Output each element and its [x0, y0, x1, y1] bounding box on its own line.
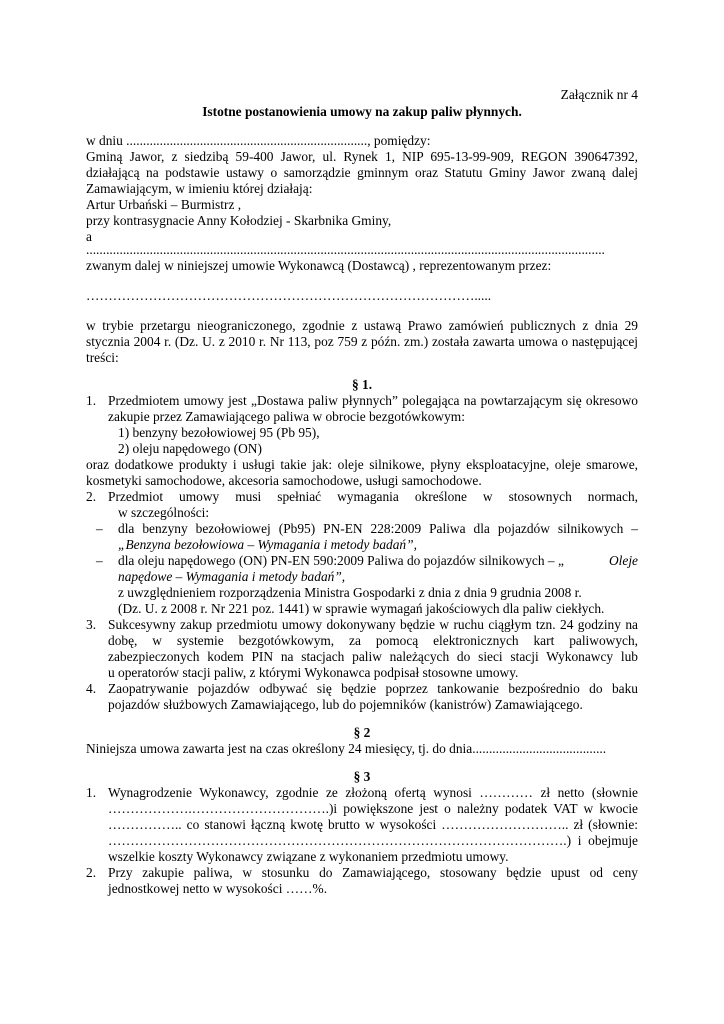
- s1-extra-text: oraz dodatkowe produkty i usługi takie jak: oleje silnikowe, płyny eksploatacyjne, oleje smarowe,: [86, 457, 638, 472]
- dash-bullet: –: [96, 553, 103, 568]
- section-1-heading: § 1.: [351, 377, 373, 392]
- s1-subpoint-2: 2) oleju napędowego (ON): [118, 441, 262, 456]
- point-number: 1.: [86, 785, 97, 800]
- s1-norm-1: dla benzyny bezołowiowej (Pb95) PN-EN 228:2009 Paliwa dla pojazdów silnikowych –: [118, 521, 638, 536]
- s1-norm-2-italic: Oleje: [609, 553, 638, 568]
- s3-point-2-text: jednostkowej netto w wysokości ……%.: [108, 881, 328, 896]
- procedure-line: w trybie przetargu nieograniczonego, zgodnie z ustawą Prawo zamówień publicznych z dnia 29: [86, 318, 638, 333]
- document-title: Istotne postanowienia umowy na zakup paliw płynnych.: [202, 104, 522, 119]
- dash-bullet: –: [96, 521, 103, 536]
- point-number: 1.: [86, 393, 97, 408]
- s1-norm-2: [118, 553, 638, 569]
- s1-point-3-text: zabezpieczonych kodem PIN na stacjach paliw należących do sieci stacji Wykonawcy lub: [108, 649, 638, 664]
- section-2-heading: § 2: [353, 725, 371, 740]
- intro-party-line: Gminą Jawor, z siedzibą 59-400 Jawor, ul. Rynek 1, NIP 695-13-99-909, REGON 390647392,: [86, 149, 638, 164]
- intro-and: a: [86, 229, 92, 244]
- s2-text: Niniejsza umowa zawarta jest na czas określony 24 miesięcy, tj. do dnia........................................: [86, 741, 607, 756]
- s1-subpoint-1: 1) benzyny bezołowiowej 95 (Pb 95),: [118, 425, 320, 440]
- point-number: 3.: [86, 617, 97, 632]
- s1-point-3-text: Sukcesywny zakup przedmiotu umowy dokonywany będzie w ruchu ciągłym tzn. 24 godziny na: [108, 617, 638, 632]
- procedure-line: stycznia 2004 r. (Dz. U. z 2010 r. Nr 113, poz 759 z późn. zm.) została zawarta umowa o następującej: [86, 334, 638, 349]
- s1-norm-2-text: (Dz. U. z 2008 r. Nr 221 poz. 1441) w sprawie wymagań jakościowych dla paliw ciekłych.: [118, 601, 605, 616]
- intro-party-line: działającą na podstawie ustawy o samorządzie gminnym oraz Statutu Gminy Jawor zwaną dalej: [86, 165, 638, 180]
- s1-norm-2-text: dla oleju napędowego (ON) PN-EN 590:2009 Paliwa do pojazdów silnikowych – „: [118, 553, 564, 568]
- contractor-dots: ...........................................................................................................................................................: [86, 242, 605, 257]
- intro-date-line: w dniu ........................................................................, pomiędzy:: [86, 133, 431, 148]
- s3-point-1-text: Wynagrodzenie Wykonawcy, zgodnie ze złożoną ofertą wynosi ………… zł netto (słownie: [108, 785, 638, 800]
- s1-norm-1-italic: „Benzyna bezołowiowa – Wymagania i metody badań”,: [118, 537, 417, 552]
- intro-signatory: Artur Urbański – Burmistrz ,: [86, 197, 242, 212]
- s3-point-1-text: ……………….………………………….)i powiększone jest o należny podatek VAT w kwocie: [108, 801, 638, 816]
- point-number: 2.: [86, 865, 97, 880]
- point-number: 2.: [86, 489, 97, 504]
- intro-signatory: przy kontrasygnacie Anny Kołodziej - Skarbnika Gminy,: [86, 213, 392, 228]
- s1-norm-1: [118, 537, 417, 553]
- s1-point-2-text: w szczególności:: [118, 505, 210, 520]
- s3-point-1-text: wszelkie koszty Wykonawcy związane z wykonaniem przedmiotu umowy.: [108, 849, 509, 864]
- s1-point-4-text: pojazdów służbowych Zamawiającego, lub do pojemników (kanistrów) Zamawiającego.: [108, 697, 583, 712]
- s1-point-3-text: u operatorów stacji paliw, z którymi Wykonawca podpisał stosowne umowy.: [108, 665, 519, 680]
- procedure-line: treści:: [86, 350, 119, 365]
- section-3-heading: § 3: [353, 769, 371, 784]
- point-number: 4.: [86, 681, 97, 696]
- s1-point-3-text: dobę, w systemie bezgotówkowym, za pomocą elektronicznych kart paliwowych,: [108, 633, 638, 648]
- s1-norm-2-italic: napędowe – Wymagania i metody badań”,: [118, 569, 346, 584]
- s3-point-1-text: ………………………………………………………………………………………….) i obejmuje: [108, 833, 638, 848]
- s3-point-2-text: Przy zakupie paliwa, w stosunku do Zamawiającego, stosowany będzie upust od ceny: [108, 865, 638, 880]
- representative-dots: …………………………………………………………………………….....: [86, 288, 492, 303]
- s1-point-1-text: Przedmiotem umowy jest „Dostawa paliw płynnych” polegająca na powtarzającym się okresowo: [108, 393, 638, 408]
- s1-point-2-text: Przedmiot umowy musi spełniać wymagania określone w stosownych normach,: [108, 489, 638, 504]
- s1-point-4-text: Zaopatrywanie pojazdów odbywać się będzie poprzez tankowanie bezpośrednio do baku: [108, 681, 638, 696]
- contractor-line: zwanym dalej w niniejszej umowie Wykonawcą (Dostawcą) , reprezentowanym przez:: [86, 258, 552, 273]
- attachment-label: Załącznik nr 4: [560, 87, 638, 102]
- intro-party-line: Zamawiającym, w imieniu której działają:: [86, 181, 313, 196]
- s3-point-1-text: …………….. co stanowi łączną kwotę brutto w wysokości ……………………….. zł (słownie:: [108, 817, 638, 832]
- s1-extra-text: kosmetyki samochodowe, akcesoria samochodowe, usługi samochodowe.: [86, 473, 482, 488]
- s1-norm-2-text: z uwzględnieniem rozporządzenia Ministra Gospodarki z dnia z dnia 9 grudnia 2008 r.: [118, 585, 582, 600]
- s1-point-1-text: zakupie przez Zamawiającego paliwa w obrocie bezgotówkowym:: [108, 409, 465, 424]
